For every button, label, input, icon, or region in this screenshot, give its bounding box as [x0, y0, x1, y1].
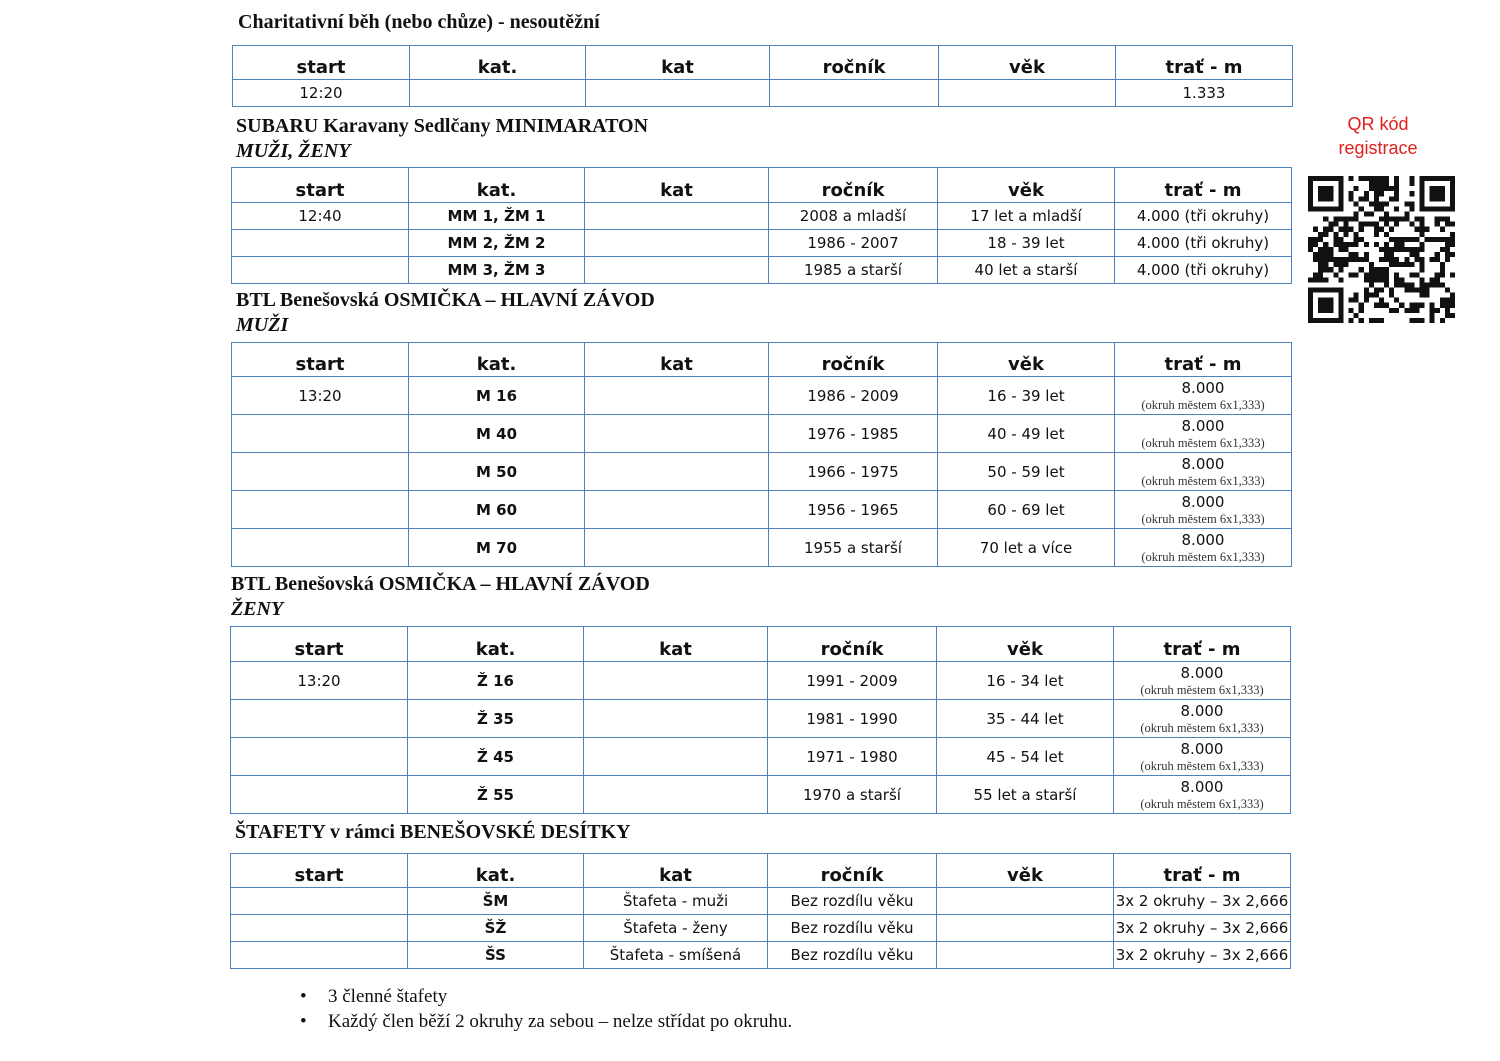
- cell-kat-bold: M 70: [409, 529, 585, 567]
- header-kat: kat: [584, 854, 768, 888]
- women-title: BTL Benešovská OSMIČKA – HLAVNÍ ZÁVOD: [231, 573, 650, 595]
- cell-start: 13:20: [231, 662, 408, 700]
- cell-rocnik: 1986 - 2009: [769, 377, 938, 415]
- cell-vek: 16 - 34 let: [937, 662, 1114, 700]
- distance-value: 8.000: [1180, 701, 1224, 720]
- header-rocnik: ročník: [770, 46, 939, 80]
- table-row: [232, 257, 1292, 284]
- cell-kat: [584, 662, 768, 700]
- cell-start: [231, 700, 408, 738]
- cell-vek: 70 let a více: [938, 529, 1115, 567]
- cell-vek: [937, 942, 1114, 969]
- distance-value: 8.000: [1180, 739, 1224, 758]
- header-trat: trať - m: [1116, 46, 1293, 80]
- header-kat-bold: kat.: [409, 168, 585, 203]
- distance-note: (okruh městem 6x1,333): [1140, 682, 1264, 697]
- cell-start: [231, 915, 408, 942]
- qr-label: [1312, 112, 1444, 160]
- distance-note: (okruh městem 6x1,333): [1141, 549, 1265, 564]
- cell-start: 12:20: [233, 80, 410, 107]
- table-row: [232, 230, 1292, 257]
- men-subtitle: MUŽI: [236, 314, 289, 336]
- header-vek: věk: [937, 854, 1114, 888]
- table-header-row: [232, 168, 1292, 203]
- cell-rocnik: Bez rozdílu věku: [768, 888, 937, 915]
- header-kat-bold: kat.: [409, 343, 585, 377]
- women-subtitle: ŽENY: [231, 598, 284, 620]
- cell-rocnik: 2008 a mladší: [769, 203, 938, 230]
- cell-rocnik: 1955 a starší: [769, 529, 938, 567]
- header-kat: kat: [585, 168, 769, 203]
- header-start: start: [231, 627, 408, 662]
- cell-vek: 16 - 39 let: [938, 377, 1115, 415]
- cell-start: 12:40: [232, 203, 409, 230]
- cell-rocnik: 1981 - 1990: [768, 700, 937, 738]
- cell-kat: [585, 203, 769, 230]
- table-row: [232, 491, 1292, 529]
- header-kat: kat: [584, 627, 768, 662]
- header-start: start: [232, 168, 409, 203]
- cell-kat: [585, 377, 769, 415]
- table-row: [231, 662, 1291, 700]
- header-kat-bold: kat.: [410, 46, 586, 80]
- men-table: [231, 342, 1292, 567]
- charity-table: [232, 45, 1293, 107]
- header-kat-bold: kat.: [408, 627, 584, 662]
- distance-value: 8.000: [1181, 378, 1225, 397]
- table-header-row: [232, 343, 1292, 377]
- charity-title: Charitativní běh (nebo chůze) - nesoutěžní: [238, 11, 600, 33]
- cell-start: [232, 453, 409, 491]
- table-row: [232, 377, 1292, 415]
- cell-kat-bold: M 60: [409, 491, 585, 529]
- qr-label-line2: registrace: [1338, 138, 1418, 158]
- header-kat: kat: [586, 46, 770, 80]
- note-item: • 3 členné štafety: [300, 984, 792, 1009]
- cell-vek: 35 - 44 let: [937, 700, 1114, 738]
- cell-kat: [585, 529, 769, 567]
- header-rocnik: ročník: [768, 854, 937, 888]
- distance-note: (okruh městem 6x1,333): [1141, 397, 1265, 412]
- distance-value: 8.000: [1181, 454, 1225, 473]
- table-row: [231, 738, 1291, 776]
- header-trat: trať - m: [1114, 627, 1291, 662]
- cell-kat-bold: M 40: [409, 415, 585, 453]
- table-header-row: [231, 627, 1291, 662]
- cell-trat: [1114, 662, 1291, 700]
- header-start: start: [233, 46, 410, 80]
- cell-kat-bold: [410, 80, 586, 107]
- header-start: start: [231, 854, 408, 888]
- table-row: [231, 942, 1291, 969]
- cell-trat: 3x 2 okruhy – 3x 2,666: [1114, 915, 1291, 942]
- minimaraton-title: SUBARU Karavany Sedlčany MINIMARATON: [236, 115, 649, 137]
- cell-trat: [1115, 453, 1292, 491]
- cell-vek: [937, 888, 1114, 915]
- distance-value: 8.000: [1180, 663, 1224, 682]
- header-trat: trať - m: [1115, 168, 1292, 203]
- relay-title: ŠTAFETY v rámci BENEŠOVSKÉ DESÍTKY: [235, 821, 631, 843]
- cell-trat: 4.000 (tři okruhy): [1115, 257, 1292, 284]
- cell-rocnik: Bez rozdílu věku: [768, 915, 937, 942]
- cell-trat: 3x 2 okruhy – 3x 2,666: [1114, 888, 1291, 915]
- distance-value: 8.000: [1181, 492, 1225, 511]
- cell-kat-bold: Ž 55: [408, 776, 584, 814]
- cell-vek: 17 let a mladší: [938, 203, 1115, 230]
- table-header-row: [231, 854, 1291, 888]
- cell-kat: Štafeta - ženy: [584, 915, 768, 942]
- cell-kat: [584, 738, 768, 776]
- cell-vek: 50 - 59 let: [938, 453, 1115, 491]
- table-row: [232, 453, 1292, 491]
- cell-kat: [584, 776, 768, 814]
- cell-trat: 3x 2 okruhy – 3x 2,666: [1114, 942, 1291, 969]
- table-row: [231, 915, 1291, 942]
- cell-trat: 4.000 (tři okruhy): [1115, 230, 1292, 257]
- header-kat-bold: kat.: [408, 854, 584, 888]
- table-row: [233, 80, 1293, 107]
- distance-note: (okruh městem 6x1,333): [1141, 435, 1265, 450]
- cell-kat: [585, 415, 769, 453]
- relay-table: [230, 853, 1291, 969]
- cell-rocnik: 1970 a starší: [768, 776, 937, 814]
- note-item: • Každý člen běží 2 okruhy za sebou – nelze střídat po okruhu.: [300, 1009, 792, 1034]
- cell-trat: 4.000 (tři okruhy): [1115, 203, 1292, 230]
- cell-trat: [1115, 491, 1292, 529]
- header-kat: kat: [585, 343, 769, 377]
- header-vek: věk: [939, 46, 1116, 80]
- cell-vek: 45 - 54 let: [937, 738, 1114, 776]
- cell-vek: [937, 915, 1114, 942]
- distance-note: (okruh městem 6x1,333): [1140, 796, 1264, 811]
- cell-rocnik: 1986 - 2007: [769, 230, 938, 257]
- cell-rocnik: 1971 - 1980: [768, 738, 937, 776]
- cell-rocnik: 1991 - 2009: [768, 662, 937, 700]
- header-rocnik: ročník: [769, 343, 938, 377]
- distance-note: (okruh městem 6x1,333): [1141, 511, 1265, 526]
- cell-kat-bold: MM 3, ŽM 3: [409, 257, 585, 284]
- cell-trat: [1114, 776, 1291, 814]
- cell-start: [231, 776, 408, 814]
- relay-notes: [300, 984, 792, 1034]
- cell-start: [231, 942, 408, 969]
- cell-kat-bold: M 50: [409, 453, 585, 491]
- cell-trat: [1115, 415, 1292, 453]
- table-row: [231, 888, 1291, 915]
- cell-trat: [1114, 700, 1291, 738]
- cell-kat-bold: Ž 16: [408, 662, 584, 700]
- cell-start: [231, 888, 408, 915]
- cell-start: [231, 738, 408, 776]
- table-row: [231, 700, 1291, 738]
- cell-vek: 40 - 49 let: [938, 415, 1115, 453]
- distance-value: 8.000: [1181, 530, 1225, 549]
- cell-rocnik: 1956 - 1965: [769, 491, 938, 529]
- distance-note: (okruh městem 6x1,333): [1140, 720, 1264, 735]
- cell-vek: [939, 80, 1116, 107]
- minimaraton-subtitle: MUŽI, ŽENY: [236, 140, 351, 162]
- header-trat: trať - m: [1114, 854, 1291, 888]
- qr-label-line1: QR kód: [1347, 114, 1409, 134]
- cell-kat-bold: ŠS: [408, 942, 584, 969]
- women-table: [230, 626, 1291, 814]
- qr-code-icon[interactable]: [1308, 176, 1455, 323]
- cell-vek: 55 let a starší: [937, 776, 1114, 814]
- cell-kat: [584, 700, 768, 738]
- cell-start: [232, 491, 409, 529]
- header-vek: věk: [937, 627, 1114, 662]
- table-row: [231, 776, 1291, 814]
- distance-value: 8.000: [1180, 777, 1224, 796]
- distance-value: 8.000: [1181, 416, 1225, 435]
- cell-kat: [585, 491, 769, 529]
- cell-rocnik: Bez rozdílu věku: [768, 942, 937, 969]
- cell-kat-bold: M 16: [409, 377, 585, 415]
- cell-trat: [1115, 377, 1292, 415]
- cell-trat: [1114, 738, 1291, 776]
- men-title: BTL Benešovská OSMIČKA – HLAVNÍ ZÁVOD: [236, 289, 655, 311]
- cell-start: [232, 529, 409, 567]
- cell-kat: [585, 453, 769, 491]
- header-trat: trať - m: [1115, 343, 1292, 377]
- cell-vek: 40 let a starší: [938, 257, 1115, 284]
- header-rocnik: ročník: [769, 168, 938, 203]
- cell-kat-bold: Ž 35: [408, 700, 584, 738]
- header-vek: věk: [938, 343, 1115, 377]
- table-row: [232, 203, 1292, 230]
- distance-note: (okruh městem 6x1,333): [1141, 473, 1265, 488]
- cell-kat: [585, 257, 769, 284]
- cell-rocnik: 1966 - 1975: [769, 453, 938, 491]
- table-header-row: [233, 46, 1293, 80]
- cell-kat: Štafeta - smíšená: [584, 942, 768, 969]
- cell-kat: [585, 230, 769, 257]
- cell-kat-bold: Ž 45: [408, 738, 584, 776]
- header-vek: věk: [938, 168, 1115, 203]
- cell-kat: [586, 80, 770, 107]
- cell-trat: [1115, 529, 1292, 567]
- cell-rocnik: 1985 a starší: [769, 257, 938, 284]
- header-start: start: [232, 343, 409, 377]
- cell-vek: 18 - 39 let: [938, 230, 1115, 257]
- cell-rocnik: 1976 - 1985: [769, 415, 938, 453]
- cell-start: [232, 257, 409, 284]
- distance-note: (okruh městem 6x1,333): [1140, 758, 1264, 773]
- cell-kat: Štafeta - muži: [584, 888, 768, 915]
- cell-kat-bold: ŠŽ: [408, 915, 584, 942]
- cell-start: 13:20: [232, 377, 409, 415]
- cell-vek: 60 - 69 let: [938, 491, 1115, 529]
- table-row: [232, 529, 1292, 567]
- cell-start: [232, 415, 409, 453]
- cell-kat-bold: MM 1, ŽM 1: [409, 203, 585, 230]
- cell-rocnik: [770, 80, 939, 107]
- cell-start: [232, 230, 409, 257]
- cell-kat-bold: ŠM: [408, 888, 584, 915]
- table-row: [232, 415, 1292, 453]
- minimaraton-table: [231, 167, 1292, 284]
- header-rocnik: ročník: [768, 627, 937, 662]
- cell-kat-bold: MM 2, ŽM 2: [409, 230, 585, 257]
- cell-trat: 1.333: [1116, 80, 1293, 107]
